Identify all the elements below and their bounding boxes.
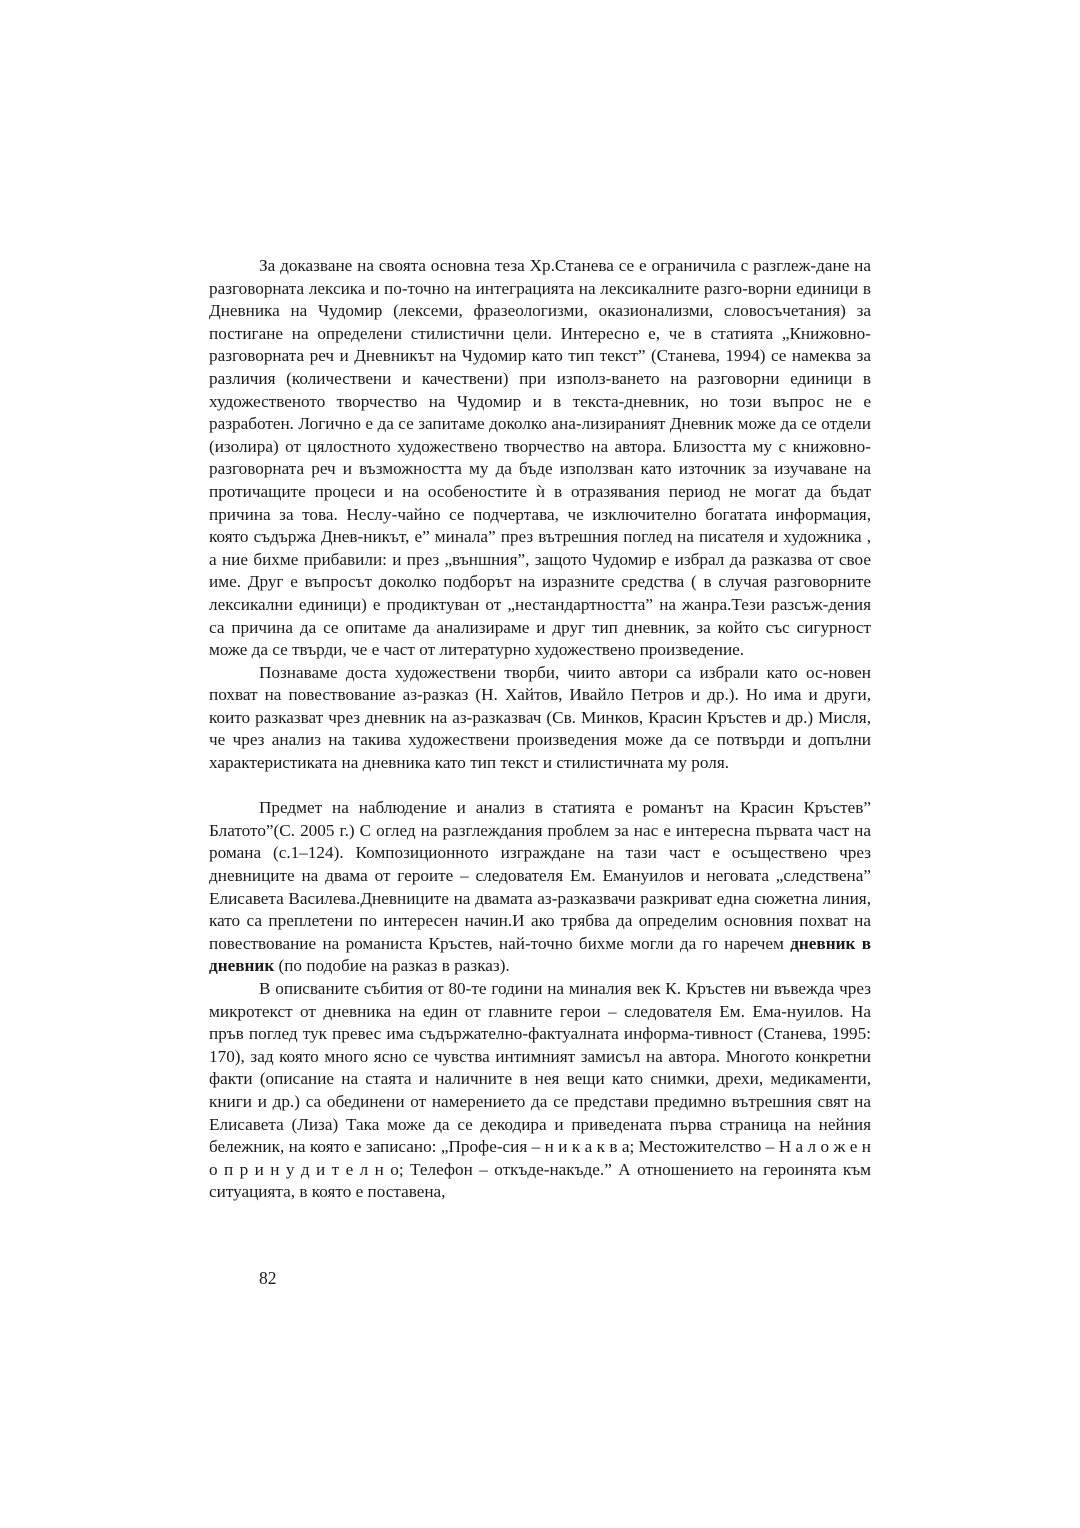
body-text xyxy=(209,255,871,1204)
paragraph-4: В описваните събития от 80-те години на миналия век К. Кръстев ни въвежда чрез микротекст от дневника на един от главните герои – следователя Ем. Ема-нуилов. На пръв поглед тук превес има съдържателно-фактуалната информа-тивност (Станева, 1995: 170), зад която много ясно се чувства интимният замисъл на автора. Многото конкретни факти (описание на стаята и наличните в нея вещи като снимки, дрехи, медикаменти, книги и др.) са обединени от намерението да се представи предимно вътрешния свят на Елисавета (Лиза) Така може да се декодира и приведената първа страница на нейния бележник, на която е записано: „Профе-сия – н и к а к в а; Местожителство – Н а л о ж е н о п р и н у д и т е л н о; Телефон – откъде-накъде.” А отношението на героинята към ситуацията, в която е поставена, xyxy=(209,979,871,1202)
paragraph-3-text-before: Предмет на наблюдение и анализ в статията е романът на Красин Кръстев” Блатото”(С. 2005 г.) С оглед на разглеждания проблем за нас е интересна първата част на романа (с.1–124). Композиционното изграждане на тази част е осъществено чрез дневниците на двама от героите – следователя Ем. Емануилов и неговата „следствена” Елисавета Василева.Дневниците на двамата аз-разказвачи разкриват една сюжетна линия, като са преплетени по интересен начин.И ако трябва да определим основния похват на повествование на романиста Кръстев, най-точно бихме могли да го наречем xyxy=(209,798,871,953)
paragraph-1: За доказване на своята основна теза Хр.Станева се е ограничила с разглеж-дане на разговорната лексика и по-точно на интеграцията на лексикалните разго-ворни единици в Дневника на Чудомир (лексеми, фразеологизми, оказионализми, словосъчетания) за постигане на определени стилистични цели. Интересно е, че в статията „Книжовно-разговорната реч и Дневникът на Чудомир като тип текст” (Станева, 1994) се намеква за различия (количествени и качествени) при използ-ването на разговорни единици в художественото творчество на Чудомир и в текста-дневник, но този въпрос не е разработен. Логично е да се запитаме доколко ана-лизираният Дневник може да се отдели (изолира) от цялостното художествено творчество на автора. Близостта му с книжовно-разговорната реч и възможността му да бъде използван като източник за изучаване на протичащите процеси и на особеностите ѝ в отразявания период не могат да бъдат причина за това. Неслу-чайно се подчертава, че изключително богатата информация, която съдържа Днев-никът, е” минала” през вътрешния поглед на писателя и художника , а ние бихме прибавили: и през „външния”, защото Чудомир е избрал да разказва от свое име. Друг е въпросът доколко подборът на изразните средства ( в случая разговорните лексикални единици) е продиктуван от „нестандартността” на жанра.Тези разсъж-дения са причина да се опитаме да анализираме и друг тип дневник, за който със сигурност може да се твърди, че е част от литературно художествено произведение. xyxy=(209,256,871,660)
paragraph-3-text-after: (по подобие на разказ в разказ). xyxy=(274,956,510,976)
paragraph-3-bold-term: дневник в дневник xyxy=(209,933,872,976)
paragraph-2: Познаваме доста художествени творби, чиито автори са избрали като ос-новен похват на повествование аз-разказ (Н. Хайтов, Ивайло Петров и др.). Но има и други, които разказват чрез дневник на аз-разказвач (Св. Минков, Красин Кръстев и др.) Мисля, че чрез анализ на такива художествени произведения може да се потвърди и допълни характеристиката на дневника като тип текст и стилистичната му роля. xyxy=(209,662,871,773)
page-number: 82 xyxy=(259,1268,277,1288)
paragraph-3 xyxy=(209,797,871,978)
